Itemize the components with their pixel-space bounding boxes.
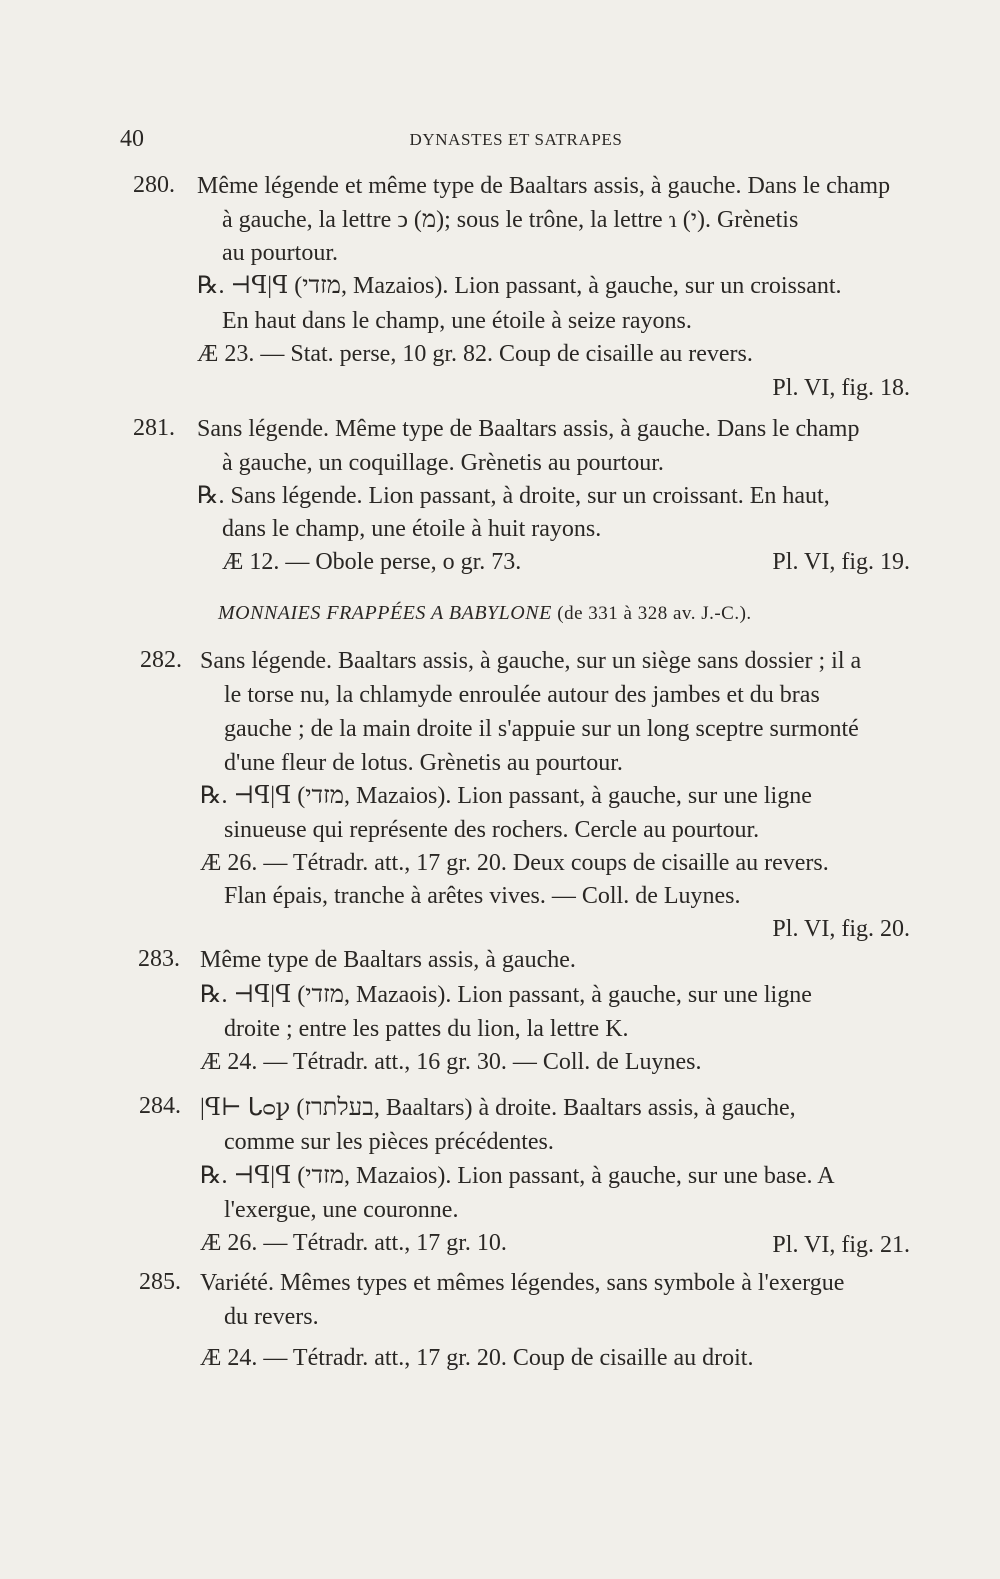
entry-line: gauche ; de la main droite il s'appuie sur un long sceptre surmonté (224, 716, 859, 742)
entry-line: Æ 26. — Tétradr. att., 17 gr. 20. Deux coups de cisaille au revers. (200, 850, 829, 876)
entry-line: au pourtour. (222, 240, 338, 266)
entry-line: Æ 12. — Obole perse, o gr. 73. (222, 549, 522, 575)
entry-line: le torse nu, la chlamyde enroulée autour des jambes et du bras (224, 682, 820, 708)
page-number: 40 (120, 126, 144, 152)
entry-line: ℞. ⊣ꟼ|ꟼ (מזדי, Mazaios). Lion passant, à gauche, sur une base. A (200, 1163, 835, 1189)
entry-line: En haut dans le champ, une étoile à seize rayons. (222, 308, 692, 334)
plate-reference: Pl. VI, fig. 18. (772, 375, 910, 401)
entry-line: à gauche, la lettre ↄ (מ); sous le trône, la lettre ɿ (י). Grènetis (222, 207, 799, 233)
entry-number: 281. (133, 415, 175, 441)
entry-line: d'une fleur de lotus. Grènetis au pourtour. (224, 750, 623, 776)
entry-line: Sans légende. Même type de Baaltars assis, à gauche. Dans le champ (197, 416, 860, 442)
entry-line: Æ 24. — Tétradr. att., 17 gr. 20. Coup de cisaille au droit. (200, 1345, 754, 1371)
entry-line: ℞. ⊣ꟼ|ꟼ (מזדי, Mazaios). Lion passant, à gauche, sur un croissant. (197, 273, 842, 299)
page-header (120, 126, 912, 156)
entry-line: ℞. Sans légende. Lion passant, à droite, sur un croissant. En haut, (197, 483, 830, 509)
entry-line: ℞. ⊣ꟼ|ꟼ (מזדי, Mazaios). Lion passant, à gauche, sur une ligne (200, 783, 812, 809)
entry-line: ℞. ⊣ꟼ|ꟼ (מזדי, Mazaois). Lion passant, à gauche, sur une ligne (200, 982, 812, 1008)
entry-line: Flan épais, tranche à arêtes vives. — Coll. de Luynes. (224, 883, 741, 909)
entry-line: à gauche, un coquillage. Grènetis au pourtour. (222, 450, 664, 476)
entry-line: |ꟼ⊢ ᒐᴑꝩ (בעלתרז, Baaltars) à droite. Baaltars assis, à gauche, (200, 1095, 796, 1121)
entry-line: Æ 23. — Stat. perse, 10 gr. 82. Coup de cisaille au revers. (197, 341, 753, 367)
entry-line: Variété. Mêmes types et mêmes légendes, sans symbole à l'exergue (200, 1270, 845, 1296)
entry-line: droite ; entre les pattes du lion, la lettre K. (224, 1016, 629, 1042)
entry-line: du revers. (224, 1304, 319, 1330)
entry-number: 285. (139, 1269, 181, 1295)
running-head: DYNASTES ET SATRAPES (409, 130, 623, 149)
entry-line: sinueuse qui représente des rochers. Cercle au pourtour. (224, 817, 760, 843)
plate-reference: Pl. VI, fig. 20. (772, 916, 910, 942)
entry-line: l'exergue, une couronne. (224, 1197, 459, 1223)
entry-line: Même légende et même type de Baaltars assis, à gauche. Dans le champ (197, 173, 891, 199)
entry-line: comme sur les pièces précédentes. (224, 1129, 554, 1155)
entry-line: Sans légende. Baaltars assis, à gauche, sur un siège sans dossier ; il a (200, 648, 862, 674)
entry-line: Æ 26. — Tétradr. att., 17 gr. 10. (200, 1230, 507, 1256)
entry-line: dans le champ, une étoile à huit rayons. (222, 516, 602, 542)
entry-number: 283. (138, 946, 180, 972)
section-title: MONNAIES FRAPPÉES A BABYLONE (218, 602, 552, 624)
section-heading (218, 598, 752, 629)
entry-number: 282. (140, 647, 182, 673)
entry-number: 280. (133, 172, 175, 198)
entry-line: Même type de Baaltars assis, à gauche. (200, 947, 576, 973)
entry-line: Æ 24. — Tétradr. att., 16 gr. 30. — Coll. de Luynes. (200, 1049, 702, 1075)
plate-reference: Pl. VI, fig. 21. (772, 1232, 910, 1258)
entry-number: 284. (139, 1093, 181, 1119)
plate-reference: Pl. VI, fig. 19. (772, 549, 910, 575)
section-dates: (de 331 à 328 av. J.-C.). (557, 603, 752, 624)
